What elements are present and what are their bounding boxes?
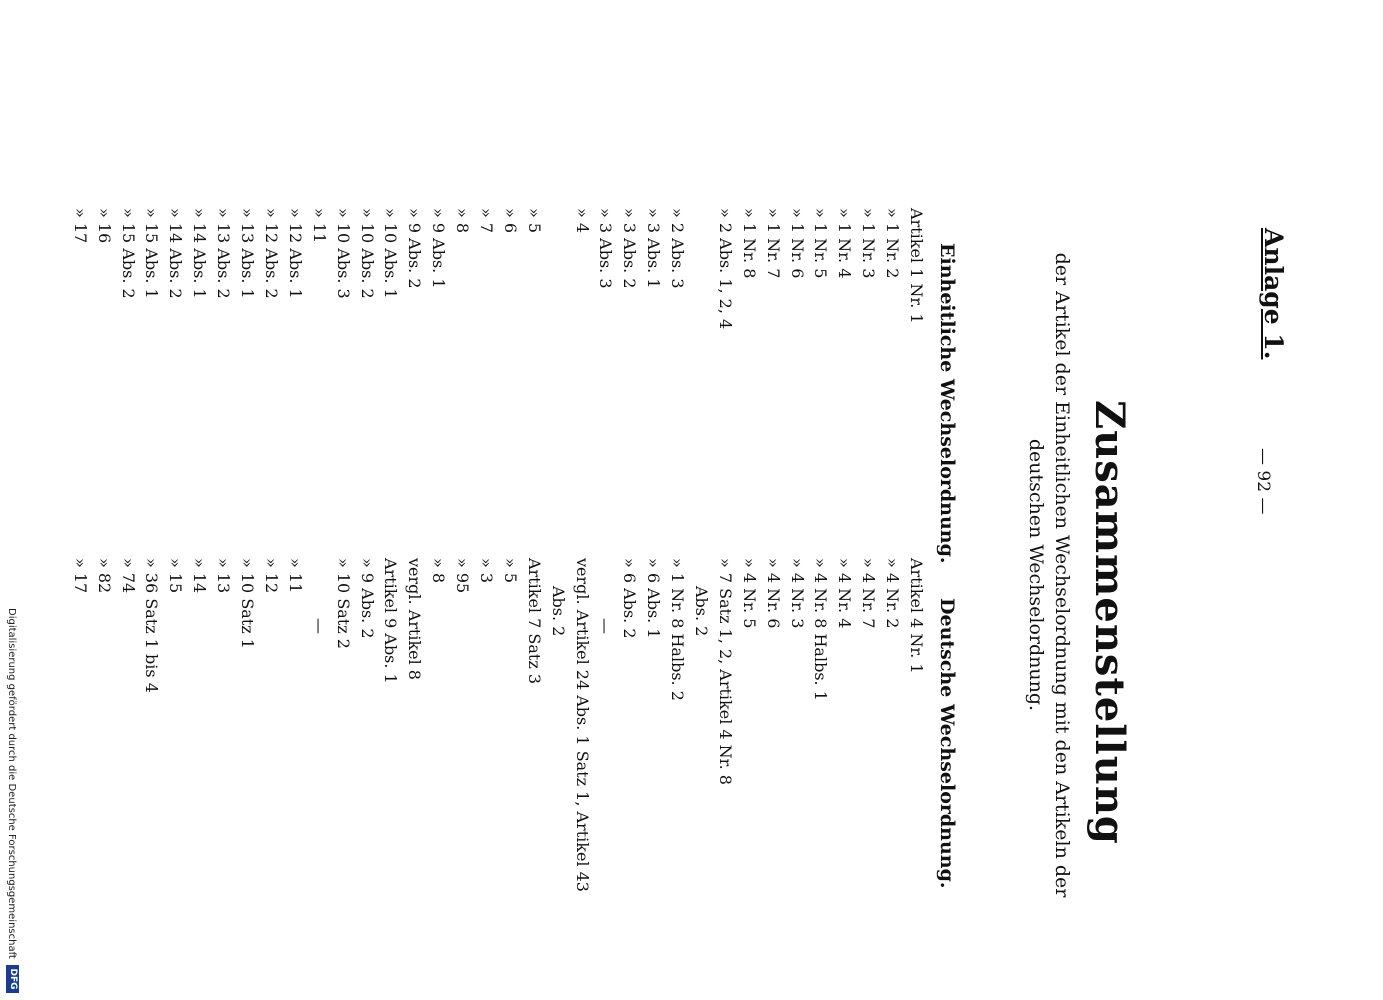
left-article-row: » 9 Abs. 2 — [405, 208, 425, 289]
right-article-row: Artikel 9 Abs. 1 — [381, 558, 401, 684]
left-article-row: » 15 Abs. 2 — [118, 208, 138, 299]
left-article-row: » 9 Abs. 1 — [429, 208, 449, 289]
left-article-row: » 8 — [453, 208, 473, 234]
right-article-row: Artikel 4 Nr. 1 — [907, 558, 926, 674]
left-article-row: » 13 Abs. 2 — [214, 208, 234, 299]
left-article-row — [546, 208, 570, 329]
left-article-list — [68, 208, 928, 329]
right-article-row: » 3 — [476, 558, 496, 584]
right-article-row: » 10 Satz 2 — [333, 558, 353, 649]
left-article-row: » 11 — [309, 208, 329, 244]
right-article-row: » 8 — [429, 558, 449, 584]
right-article-row: » 17 — [70, 558, 90, 594]
right-article-row: — — [596, 618, 616, 634]
left-article-row: » 1 Nr. 6 — [787, 208, 807, 279]
left-article-row: » 12 Abs. 1 — [285, 208, 305, 299]
right-article-row: » 5 — [500, 558, 520, 584]
left-article-row: » 3 Abs. 3 — [596, 208, 616, 289]
right-article-row: » 9 Abs. 2 — [357, 558, 377, 639]
document-title: Zusammenstellung — [1086, 400, 1133, 845]
left-article-row: » 3 Abs. 1 — [644, 208, 664, 289]
right-article-list — [68, 558, 928, 892]
left-article-row: » 14 Abs. 2 — [166, 208, 186, 299]
left-article-row: » 17 — [70, 208, 90, 244]
left-article-row: » 1 Nr. 3 — [859, 208, 879, 279]
left-article-row: » 5 — [524, 208, 544, 234]
right-article-row: » 12 — [261, 558, 281, 594]
right-article-row: » 4 Nr. 3 — [787, 558, 807, 629]
right-article-row: » 82 — [94, 558, 114, 594]
funding-credit: Digitalisierung gefördert durch die Deutsche Forschungsgemeinschaft — [6, 608, 17, 959]
left-article-row: » 2 Abs. 3 — [668, 208, 688, 289]
right-article-row: » 4 Nr. 4 — [835, 558, 855, 629]
left-article-row: » 15 Abs. 1 — [142, 208, 162, 299]
left-article-row: » 10 Abs. 2 — [357, 208, 377, 299]
right-article-row: » 11 — [285, 558, 305, 594]
left-article-row: » 1 Nr. 4 — [835, 208, 855, 279]
left-article-row: » 14 Abs. 1 — [190, 208, 210, 299]
left-article-row: » 1 Nr. 8 — [739, 208, 759, 279]
left-article-row: » 6 — [500, 208, 520, 234]
right-article-row: Abs. 2 — [691, 586, 711, 637]
left-article-row: Artikel 1 Nr. 1 — [907, 208, 926, 324]
right-article-row: Abs. 2 — [548, 586, 568, 637]
right-article-row: » 36 Satz 1 bis 4 — [142, 558, 162, 693]
right-article-row: » 13 — [214, 558, 234, 594]
right-column-heading: Deutsche Wechselordnung. — [936, 598, 958, 889]
left-article-row: » 2 Abs. 1, 2, 4 — [715, 208, 735, 330]
right-article-row: » 74 — [118, 558, 138, 594]
left-article-row: » 10 Abs. 1 — [381, 208, 401, 299]
left-article-row: » 3 Abs. 2 — [620, 208, 640, 289]
right-article-row: vergl. Artikel 24 Abs. 1 Satz 1, Artikel 43 — [572, 558, 592, 892]
right-article-row: » 6 Abs. 1 — [644, 558, 664, 639]
left-article-row: » 12 Abs. 2 — [261, 208, 281, 299]
left-article-row: » 1 Nr. 5 — [811, 208, 831, 279]
right-article-row: » 4 Nr. 8 Halbs. 1 — [811, 558, 831, 701]
dfg-logo: DFG — [6, 965, 19, 993]
left-column-heading: Einheitliche Wechselordnung. — [936, 243, 958, 564]
left-article-row: » 1 Nr. 2 — [883, 208, 903, 279]
right-article-row: » 4 Nr. 5 — [739, 558, 759, 629]
left-article-row: » 16 — [94, 208, 114, 244]
left-article-row: » 1 Nr. 7 — [763, 208, 783, 279]
left-article-row: » 10 Abs. 3 — [333, 208, 353, 299]
right-article-row: » 7 Satz 1, 2, Artikel 4 Nr. 8 — [715, 558, 735, 785]
right-article-row: » 4 Nr. 7 — [859, 558, 879, 629]
left-article-row: » 13 Abs. 1 — [238, 208, 258, 299]
right-article-row: » 10 Satz 1 — [238, 558, 258, 649]
right-article-row: vergl. Artikel 8 — [405, 558, 425, 680]
right-article-row: — — [309, 618, 329, 634]
document-subtitle: der Artikel der Einheitlichen Wechselordnung mit den Artikeln der deutschen Wechselordnung. — [1025, 252, 1073, 898]
right-article-row: » 4 Nr. 6 — [763, 558, 783, 629]
right-article-row: » 14 — [190, 558, 210, 594]
right-article-row: » 15 — [166, 558, 186, 594]
left-article-row: » 7 — [476, 208, 496, 234]
left-article-row: » 4 — [572, 208, 592, 234]
page-number: — 92 — — [1253, 448, 1273, 515]
right-article-row: Artikel 7 Satz 3 — [524, 558, 544, 685]
right-article-row: » 6 Abs. 2 — [620, 558, 640, 639]
left-article-row — [689, 208, 713, 329]
right-article-row: » 1 Nr. 8 Halbs. 2 — [668, 558, 688, 701]
right-article-row: » 95 — [453, 558, 473, 594]
appendix-label: Anlage 1. — [1259, 228, 1288, 360]
right-article-row: » 4 Nr. 2 — [883, 558, 903, 629]
